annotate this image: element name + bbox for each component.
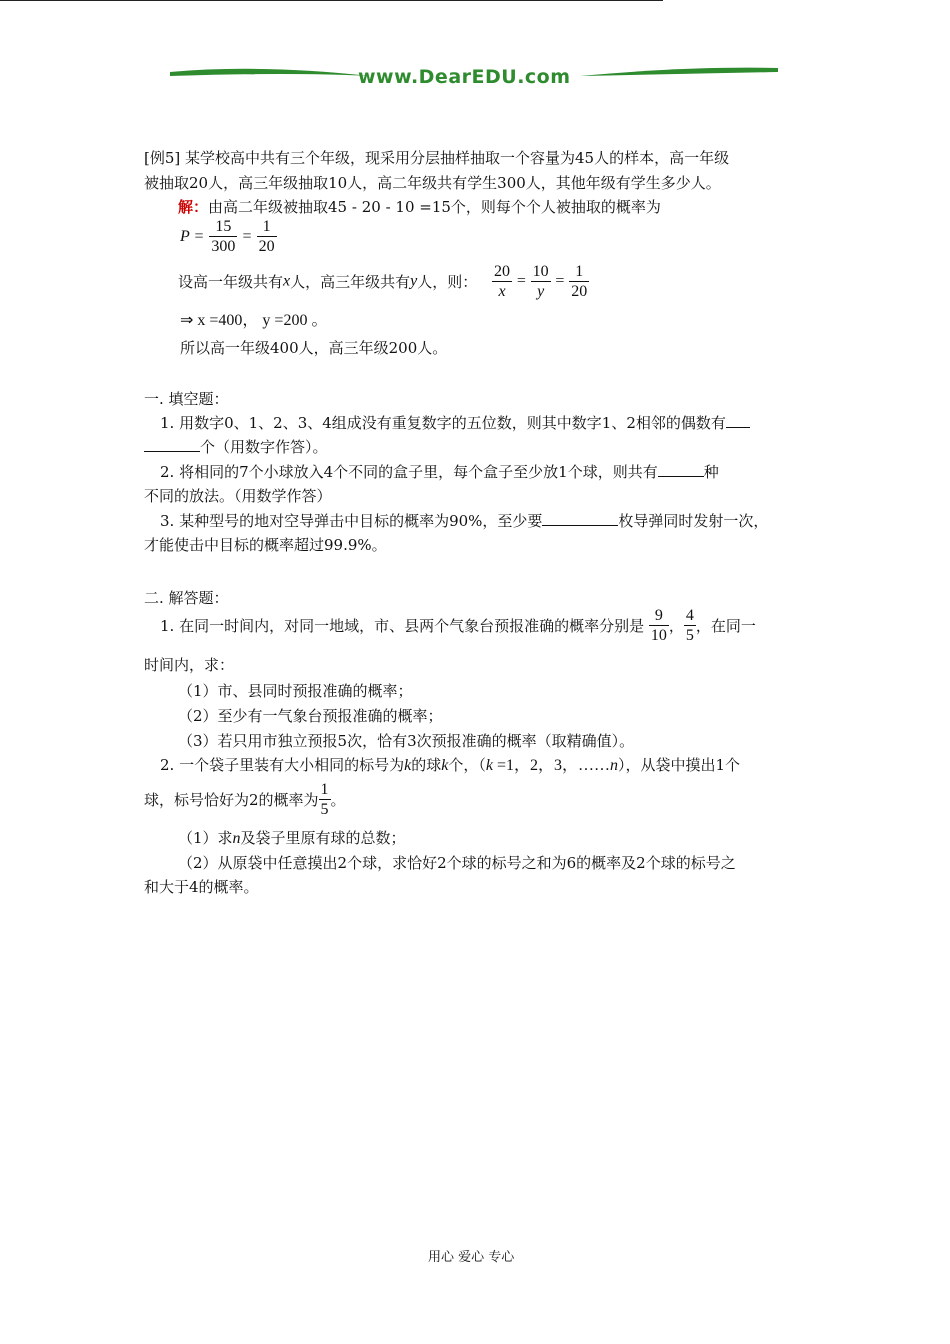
page-footer: 用心 爱心 专心 bbox=[428, 1250, 515, 1265]
fraction-10-y bbox=[531, 262, 551, 301]
fraction-denominator: 300 bbox=[211, 238, 236, 255]
fraction-numerator: 9 bbox=[649, 606, 669, 626]
solution-line bbox=[178, 197, 661, 217]
var-k: k bbox=[404, 757, 412, 774]
answer-q1-sub-1: （1）市、县同时预报准确的概率； bbox=[178, 682, 413, 700]
var-n: n bbox=[609, 757, 618, 774]
fraction-denominator: 20 bbox=[258, 238, 275, 255]
answer-q1-sub-3: （3）若只用市独立预报5次，恰有3次预报准确的概率（取精确值）。 bbox=[178, 732, 635, 750]
fraction-1-5 bbox=[319, 780, 331, 819]
fraction-numerator: 4 bbox=[685, 607, 694, 624]
set-text-a: 设高一年级共有 bbox=[178, 273, 284, 291]
fraction-numerator: 1 bbox=[257, 217, 277, 237]
fraction-numerator: 1 bbox=[320, 781, 329, 798]
p-label: P = bbox=[180, 228, 205, 245]
answer-q2-line-2 bbox=[144, 780, 346, 819]
fill-q3-text-b: 枚导弹同时发射一次， bbox=[618, 512, 769, 530]
fraction-denominator: 20 bbox=[571, 283, 588, 300]
set-text-c: 人，则： bbox=[417, 273, 478, 291]
fraction-1-20-b bbox=[569, 262, 589, 301]
result-line: ⇒ x =400， y =200 。 bbox=[180, 312, 328, 329]
var-n: n bbox=[232, 830, 241, 847]
equals-sign: = bbox=[555, 272, 565, 290]
answer-q2-sub-2-line-2: 和大于4的概率。 bbox=[144, 878, 259, 896]
section-answer-heading: 二. 解答题： bbox=[144, 589, 229, 607]
answer-q2-text-2a: 球，标号恰好为2的概率为 bbox=[144, 791, 319, 809]
fraction-20-x bbox=[492, 262, 512, 301]
fraction-numerator: 20 bbox=[494, 263, 511, 280]
answer-q2-line-1 bbox=[160, 755, 740, 776]
example-line-1: [例5] 某学校高中共有三个年级，现采用分层抽样抽取一个容量为45人的样本，高一年级 bbox=[144, 149, 730, 167]
example-line-2: 被抽取20人，高三年级抽取10人，高二年级共有学生300人，其他年级有学生多少人。 bbox=[144, 174, 721, 192]
section-fill-blank-heading: 一. 填空题： bbox=[144, 390, 229, 408]
fill-q3-line-1 bbox=[160, 511, 768, 531]
answer-q2-text-e: ），从袋中摸出1个 bbox=[617, 756, 741, 774]
fraction-denominator: 5 bbox=[320, 801, 329, 818]
fill-q2-line-2: 不同的放法。（用数学作答） bbox=[144, 487, 332, 505]
fill-q3-text: 3. 某种型号的地对空导弹击中目标的概率为90%，至少要 bbox=[160, 512, 543, 530]
header-divider bbox=[0, 0, 663, 1]
fill-q2-line-1 bbox=[160, 462, 719, 482]
fill-q2-text-b: 种 bbox=[703, 463, 719, 481]
fraction-1-20 bbox=[257, 217, 277, 256]
logo-text: www.DearEDU.com bbox=[358, 66, 571, 88]
answer-q2-sub1-a: （1）求 bbox=[178, 829, 233, 847]
header-logo bbox=[170, 62, 780, 90]
var-y: y bbox=[410, 272, 418, 290]
equals-sign: = bbox=[242, 228, 252, 245]
answer-q2-range: =1，2，3，…… bbox=[492, 757, 610, 774]
answer-q2-text-2b: 。 bbox=[330, 791, 346, 809]
fill-q3-line-2: 才能使击中目标的概率超过99.9%。 bbox=[144, 536, 387, 554]
fill-q1-text: 1. 用数字0、1、2、3、4组成没有重复数字的五位数，则其中数字1、2相邻的偶数有 bbox=[160, 414, 726, 432]
answer-q2-sub-2-line-1: （2）从原袋中任意摸出2个球，求恰好2个球的标号之和为6的概率及2个球的标号之 bbox=[178, 854, 736, 872]
answer-blank bbox=[726, 413, 750, 428]
fraction-15-300 bbox=[209, 217, 237, 256]
answer-q2-sub-1 bbox=[178, 828, 406, 849]
answer-blank bbox=[542, 511, 618, 526]
fraction-9-10 bbox=[649, 606, 669, 645]
answer-q2-sub1-b: 及袋子里原有球的总数； bbox=[240, 829, 406, 847]
solution-label: 解： bbox=[178, 198, 209, 216]
answer-q2-text-a: 2. 一个袋子里装有大小相同的标号为 bbox=[160, 756, 405, 774]
answer-q1-text: 1. 在同一时间内，对同一地域，市、县两个气象台预报准确的概率分别是 bbox=[160, 617, 645, 635]
set-text-b: 人，高三年级共有 bbox=[290, 273, 411, 291]
ratio-line bbox=[178, 262, 589, 301]
var-k: k bbox=[485, 757, 493, 774]
fill-q2-text: 2. 将相同的7个小球放入4个不同的盒子里，每个盒子至少放1个球，则共有 bbox=[160, 463, 658, 481]
answer-q2-text-b: 的球 bbox=[411, 756, 442, 774]
fraction-denominator: 5 bbox=[685, 627, 694, 644]
fill-q1-line-1 bbox=[160, 413, 750, 433]
fraction-denominator: y bbox=[537, 283, 545, 300]
equals-sign: = bbox=[516, 272, 526, 290]
answer-q1-line-1 bbox=[160, 606, 756, 645]
fraction-denominator: x bbox=[498, 283, 506, 300]
fraction-numerator: 10 bbox=[532, 263, 549, 280]
comma: ， bbox=[668, 617, 684, 635]
answer-q2-text-c: 个，（ bbox=[448, 756, 486, 774]
fraction-numerator: 1 bbox=[569, 262, 589, 282]
fraction-4-5 bbox=[684, 606, 696, 645]
answer-q1-line-2: 时间内，求： bbox=[144, 656, 235, 674]
fill-q1-line-2 bbox=[144, 437, 328, 457]
conclusion-line: 所以高一年级400人，高三年级200人。 bbox=[180, 339, 448, 357]
var-k: k bbox=[441, 757, 449, 774]
solution-text: 由高二年级被抽取45 - 20 - 10 =15个，则每个个人被抽取的概率为 bbox=[208, 198, 661, 216]
fill-q1-text-2: 个（用数字作答）。 bbox=[200, 438, 328, 456]
fraction-denominator: 10 bbox=[650, 627, 667, 644]
probability-formula bbox=[180, 217, 277, 256]
answer-q1-sub-2: （2）至少有一气象台预报准确的概率； bbox=[178, 707, 443, 725]
answer-blank bbox=[144, 437, 200, 452]
answer-blank bbox=[658, 462, 704, 477]
answer-q1-text-b: ，在同一 bbox=[695, 617, 756, 635]
fraction-numerator: 15 bbox=[209, 217, 237, 237]
var-x: x bbox=[283, 272, 291, 290]
